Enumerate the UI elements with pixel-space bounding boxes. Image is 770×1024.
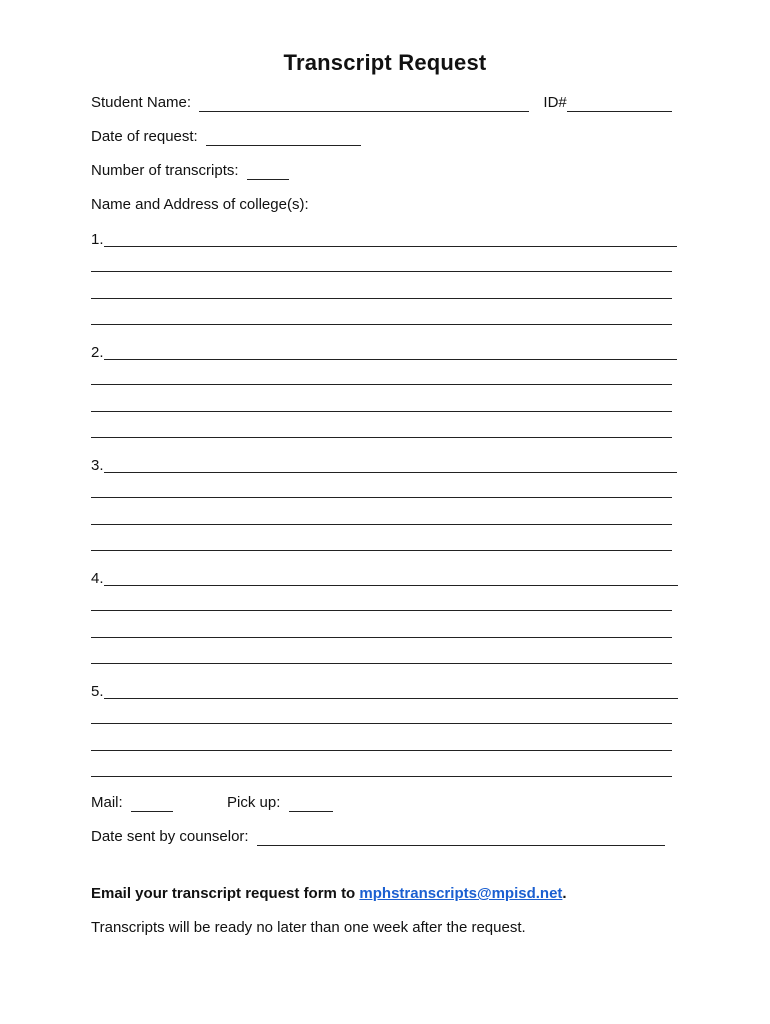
mail-field[interactable] bbox=[131, 797, 173, 812]
student-name-row bbox=[91, 94, 672, 112]
student-name-label: Student Name: bbox=[91, 94, 192, 111]
number-of-transcripts-label: Number of transcripts: bbox=[91, 162, 239, 179]
college-number: 3. bbox=[91, 457, 104, 474]
id-label: ID# bbox=[543, 94, 567, 111]
college-number: 1. bbox=[91, 231, 104, 248]
college-address-line[interactable] bbox=[104, 698, 678, 699]
college-address-line[interactable] bbox=[91, 637, 672, 638]
date-of-request-row bbox=[91, 128, 361, 146]
college-number: 5. bbox=[91, 683, 104, 700]
date-sent-field[interactable] bbox=[257, 831, 665, 846]
college-address-line[interactable] bbox=[91, 437, 672, 438]
college-address-line[interactable] bbox=[91, 610, 672, 611]
page-title: Transcript Request bbox=[283, 50, 487, 75]
email-link[interactable]: mphstranscripts@mpisd.net bbox=[359, 885, 563, 902]
college-address-line[interactable] bbox=[104, 585, 678, 586]
pickup-field[interactable] bbox=[289, 797, 333, 812]
id-field[interactable] bbox=[567, 97, 672, 112]
college-entry-4 bbox=[91, 570, 104, 588]
email-prefix: Email your transcript request form to bbox=[91, 885, 356, 902]
college-label: Name and Address of college(s): bbox=[91, 196, 309, 213]
college-address-line[interactable] bbox=[104, 359, 677, 360]
college-entry-1 bbox=[91, 231, 104, 249]
college-address-line[interactable] bbox=[91, 663, 672, 664]
pickup-label: Pick up: bbox=[227, 794, 281, 811]
mail-label: Mail: bbox=[91, 794, 123, 811]
college-address-line[interactable] bbox=[91, 271, 672, 272]
college-address-line[interactable] bbox=[104, 472, 677, 473]
email-suffix: . bbox=[562, 885, 567, 902]
college-entry-2 bbox=[91, 344, 104, 362]
college-address-line[interactable] bbox=[91, 298, 672, 299]
number-of-transcripts-field[interactable] bbox=[247, 165, 289, 180]
college-address-line[interactable] bbox=[91, 497, 672, 498]
college-number: 2. bbox=[91, 344, 104, 361]
college-address-line[interactable] bbox=[91, 411, 672, 412]
college-address-line[interactable] bbox=[91, 324, 672, 325]
college-address-line[interactable] bbox=[91, 550, 672, 551]
college-address-line[interactable] bbox=[91, 384, 672, 385]
college-entry-3 bbox=[91, 457, 104, 475]
student-name-field[interactable] bbox=[199, 97, 529, 112]
college-address-line[interactable] bbox=[91, 524, 672, 525]
email-instruction bbox=[91, 885, 567, 903]
date-sent-label: Date sent by counselor: bbox=[91, 828, 249, 845]
college-entry-5 bbox=[91, 683, 104, 701]
date-sent-row bbox=[91, 828, 665, 846]
college-address-line[interactable] bbox=[91, 750, 672, 751]
college-address-line[interactable] bbox=[91, 776, 672, 777]
college-number: 4. bbox=[91, 570, 104, 587]
delivery-row bbox=[91, 794, 333, 812]
college-address-line[interactable] bbox=[91, 723, 672, 724]
number-of-transcripts-row bbox=[91, 162, 289, 180]
ready-note: Transcripts will be ready no later than one week after the request. bbox=[91, 919, 526, 936]
date-of-request-label: Date of request: bbox=[91, 128, 198, 145]
date-of-request-field[interactable] bbox=[206, 131, 361, 146]
college-address-line[interactable] bbox=[104, 246, 677, 247]
